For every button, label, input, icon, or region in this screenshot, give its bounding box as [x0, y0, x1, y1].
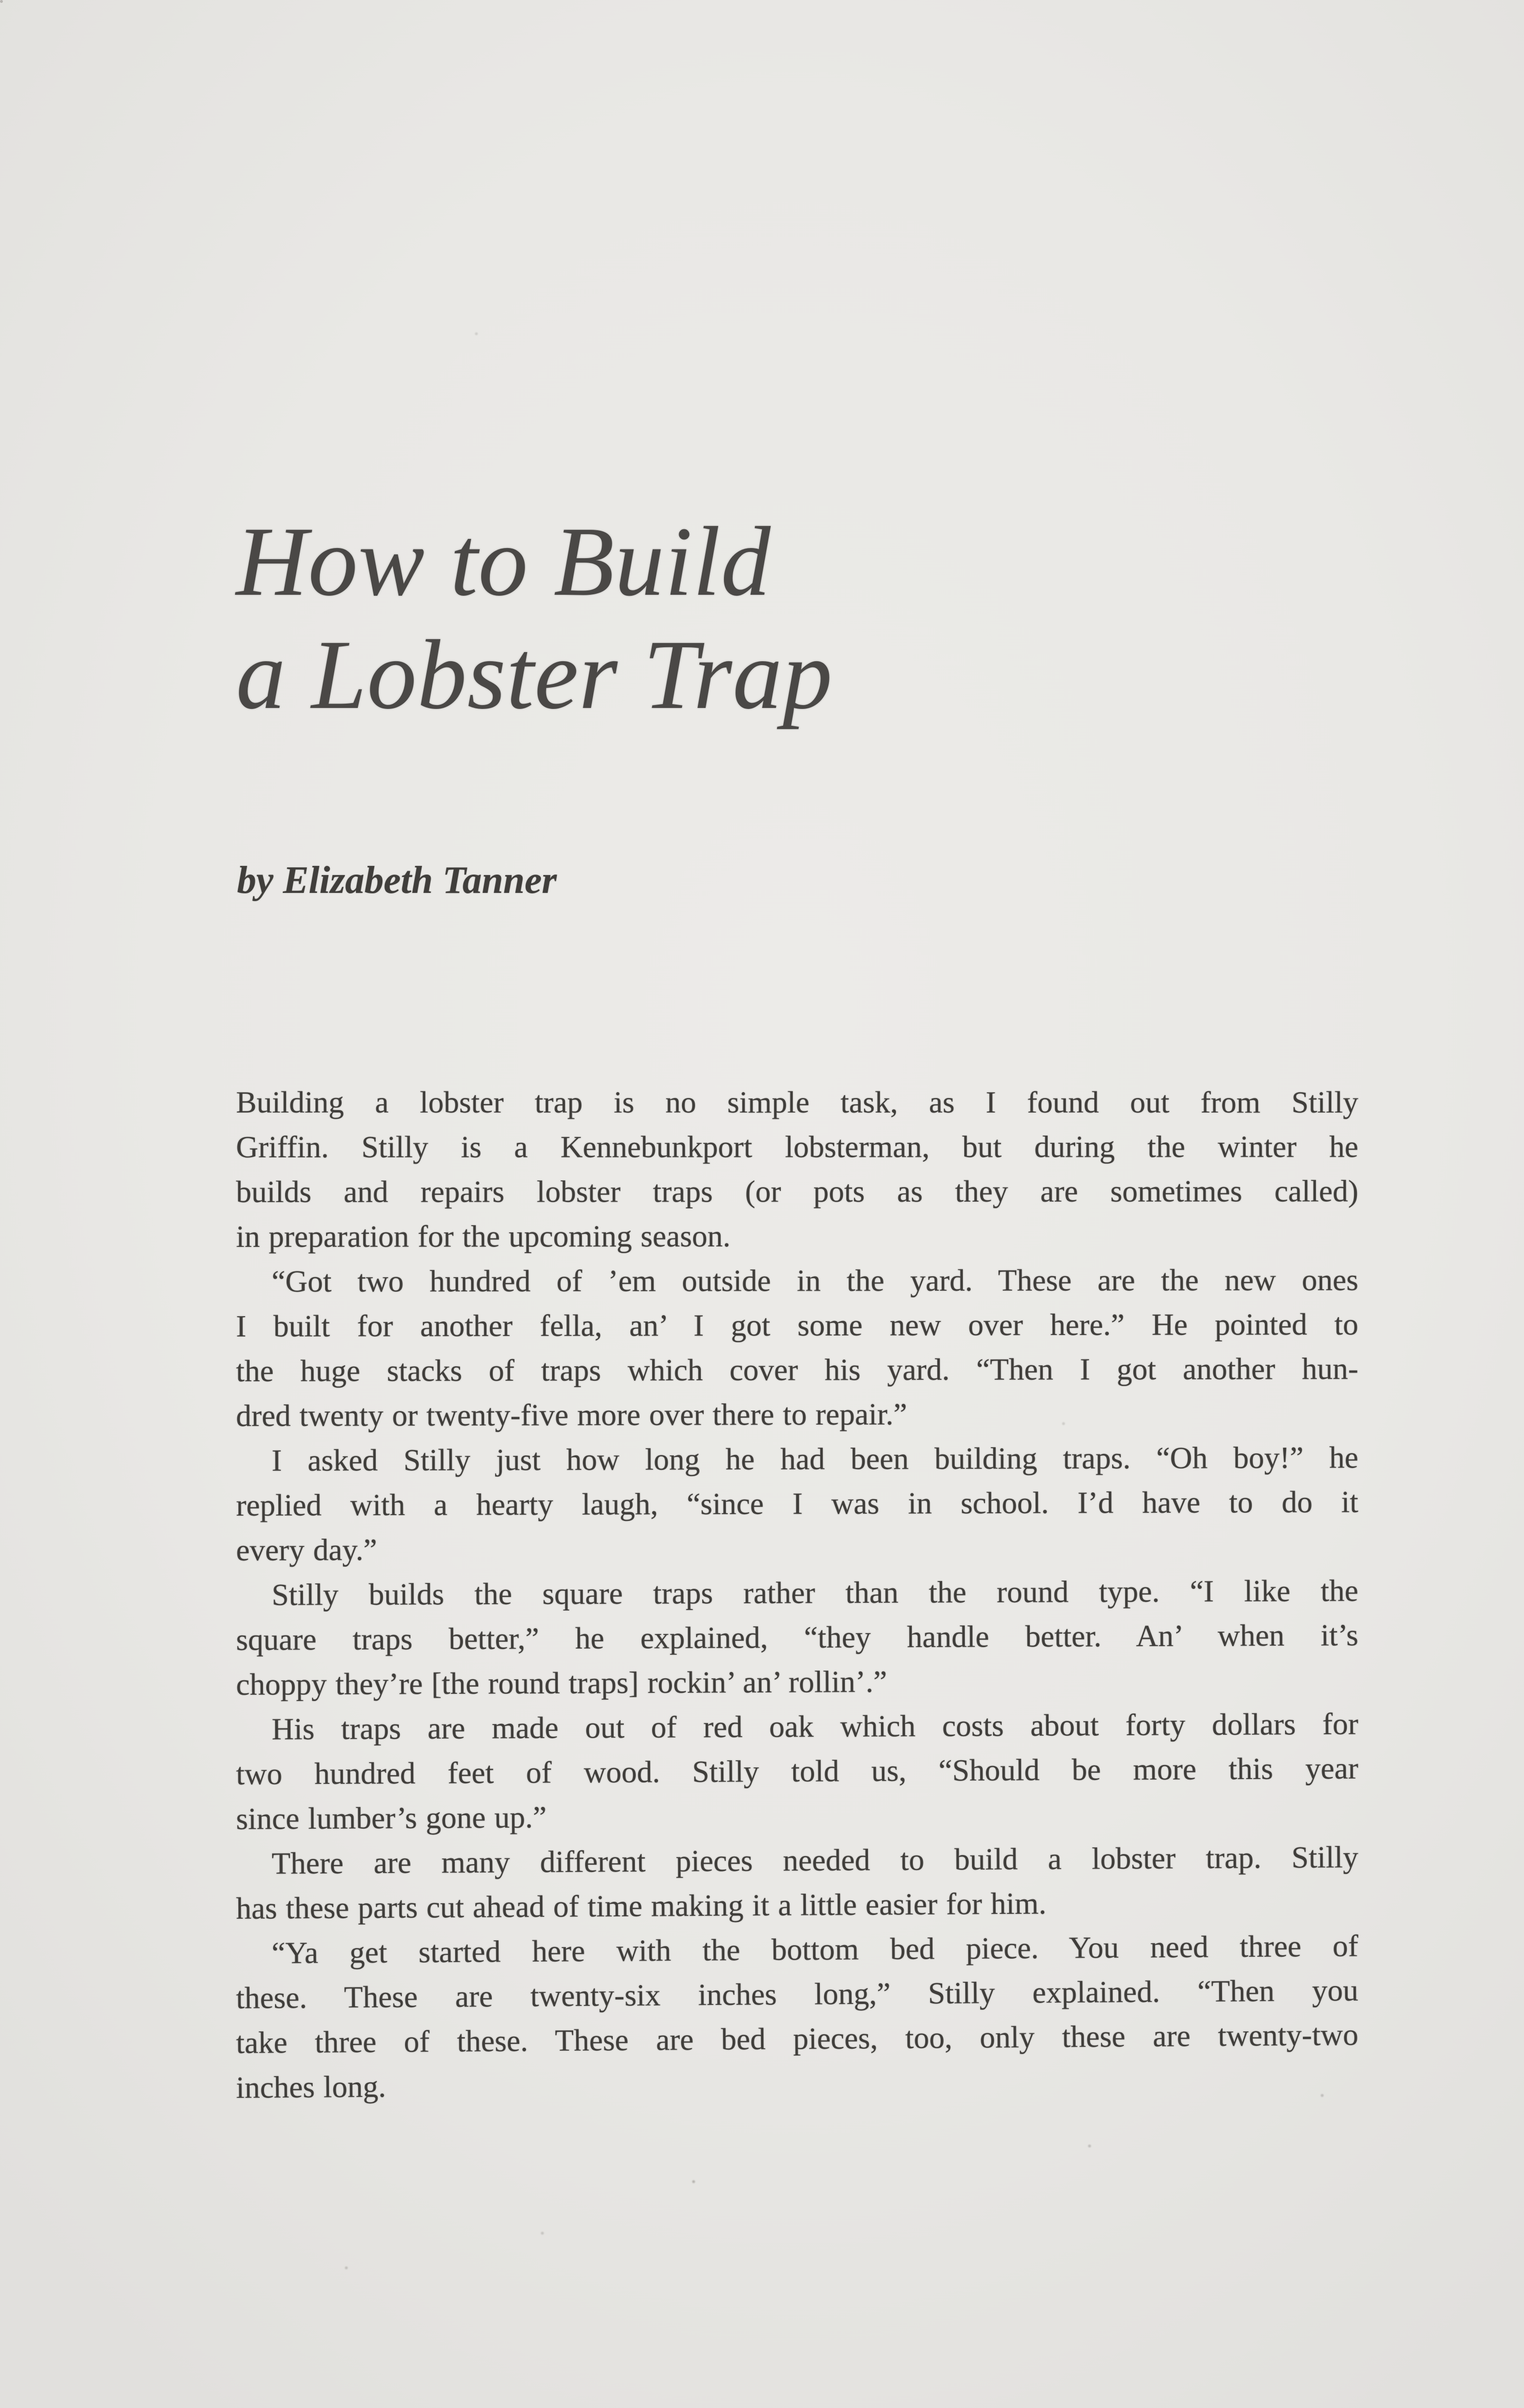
body-text: [236, 1080, 1358, 2110]
body-line: There are many different pieces needed to build a lobster trap. Stilly: [271, 1840, 1359, 1881]
body-line: dred twenty or twenty-five more over there to repair.”: [236, 1397, 907, 1433]
body-line: every day.”: [236, 1532, 377, 1567]
body-line: two hundred feet of wood. Stilly told us, “Should be more this year: [236, 1751, 1359, 1791]
body-line: “Got two hundred of ’em outside in the yard. These are the new ones: [271, 1262, 1359, 1298]
article-title: [236, 505, 1392, 731]
body-line: builds and repairs lobster traps (or pots as they are sometimes called): [236, 1174, 1359, 1209]
body-line: Building a lobster trap is no simple task, as I found out from Stilly: [236, 1085, 1358, 1119]
title-line-1: How to Build: [236, 506, 771, 616]
body-line: has these parts cut ahead of time making it a little easier for him.: [236, 1886, 1047, 1925]
paper-specks: [0, 0, 3, 3]
body-line: I asked Stilly just how long he had been building traps. “Oh boy!” he: [271, 1440, 1359, 1478]
body-line: take three of these. These are bed pieces, too, only these are twenty-two: [236, 2017, 1359, 2060]
body-line: His traps are made out of red oak which costs about forty dollars for: [271, 1706, 1359, 1746]
body-line: replied with a hearty laugh, “since I was in school. I’d have to do it: [236, 1484, 1359, 1522]
body-line: inches long.: [236, 2069, 386, 2105]
body-line: since lumber’s gone up.”: [236, 1800, 547, 1836]
body-line: square traps better,” he explained, “they handle better. An’ when it’s: [236, 1618, 1359, 1657]
title-line-2: a Lobster Trap: [236, 619, 833, 730]
body-line: I built for another fella, an’ I got some new over here.” He pointed to: [236, 1307, 1359, 1343]
body-line: Stilly builds the square traps rather than the round type. “I like the: [271, 1573, 1359, 1612]
body-line: “Ya get started here with the bottom bed piece. You need three of: [271, 1928, 1359, 1970]
body-line: the huge stacks of traps which cover his yard. “Then I got another hun-: [236, 1351, 1359, 1388]
body-line: choppy they’re [the round traps] rockin’ an’ rollin’.”: [236, 1664, 887, 1701]
body-line: Griffin. Stilly is a Kennebunkport lobsterman, but during the winter he: [236, 1129, 1359, 1164]
body-line: in preparation for the upcoming season.: [236, 1218, 731, 1254]
byline: by Elizabeth Tanner: [237, 859, 557, 902]
body-line: these. These are twenty-six inches long,” Stilly explained. “Then you: [236, 1973, 1359, 2015]
